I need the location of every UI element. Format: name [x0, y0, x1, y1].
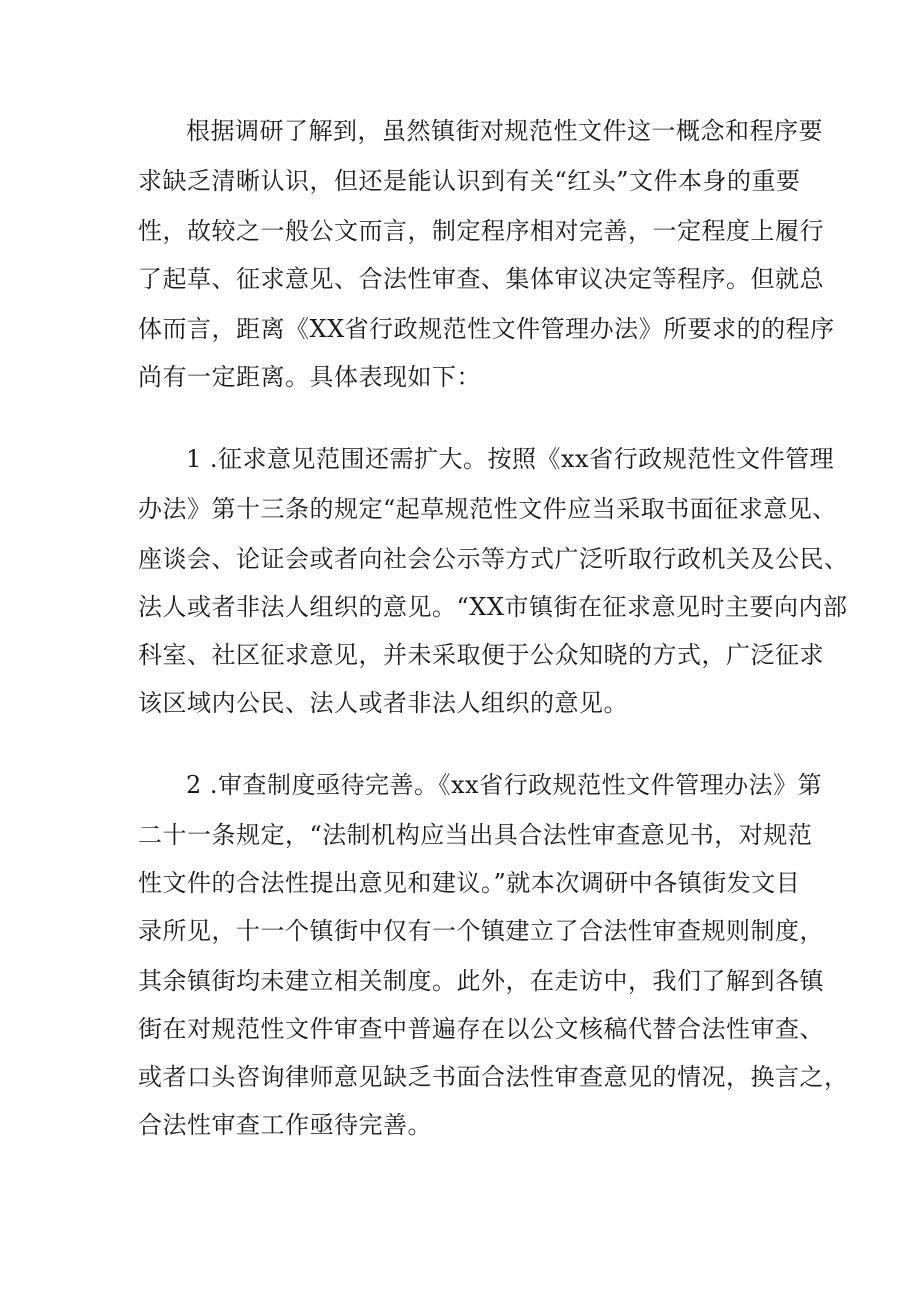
text-line: 该区域内公民、法人或者非法人组织的意见。 [138, 689, 628, 717]
text-line: 2 .审查制度亟待完善。《xx省行政规范性文件管理办法》第 [186, 771, 823, 799]
text-line: 性，故较之一般公文而言，制定程序相对完善，一定程度上履行 [138, 217, 824, 245]
text-line: 尚有一定距离。具体表现如下： [138, 363, 481, 391]
text-line: 体而言，距离《XX省行政规范性文件管理办法》所要求的的程序 [138, 315, 835, 343]
text-line: 求缺乏清晰认识，但还是能认识到有关“红头”文件本身的重要 [138, 167, 801, 195]
text-line: 科室、社区征求意见，并未采取便于公众知晓的方式，广泛征求 [138, 641, 824, 669]
text-line: 街在对规范性文件审查中普遍存在以公文核稿代替合法性审查、 [138, 1015, 824, 1043]
text-line: 其余镇街均未建立相关制度。此外，在走访中，我们了解到各镇 [138, 967, 824, 995]
text-line: 合法性审查工作亟待完善。 [138, 1111, 432, 1139]
text-line: 根据调研了解到，虽然镇街对规范性文件这一概念和程序要 [186, 117, 823, 145]
text-line: 1 .征求意见范围还需扩大。按照《xx省行政规范性文件管理 [186, 445, 835, 473]
text-line: 了起草、征求意见、合法性审查、集体审议决定等程序。但就总 [138, 265, 824, 293]
text-line: 或者口头咨询律师意见缺乏书面合法性审查意见的情况，换言之， [138, 1063, 849, 1091]
text-line: 办法》第十三条的规定“起草规范性文件应当采取书面征求意见、 [138, 495, 837, 523]
text-line: 法人或者非法人组织的意见。“XX市镇街在征求意见时主要向内部 [138, 593, 848, 621]
text-line: 录所见，十一个镇街中仅有一个镇建立了合法性审查规则制度， [138, 917, 824, 945]
text-line: 座谈会、论证会或者向社会公示等方式广泛听取行政机关及公民、 [138, 545, 849, 573]
text-line: 性文件的合法性提出意见和建议。”就本次调研中各镇街发文目 [138, 869, 801, 897]
text-line: 二十一条规定，“法制机构应当出具合法性审查意见书，对规范 [138, 821, 813, 849]
